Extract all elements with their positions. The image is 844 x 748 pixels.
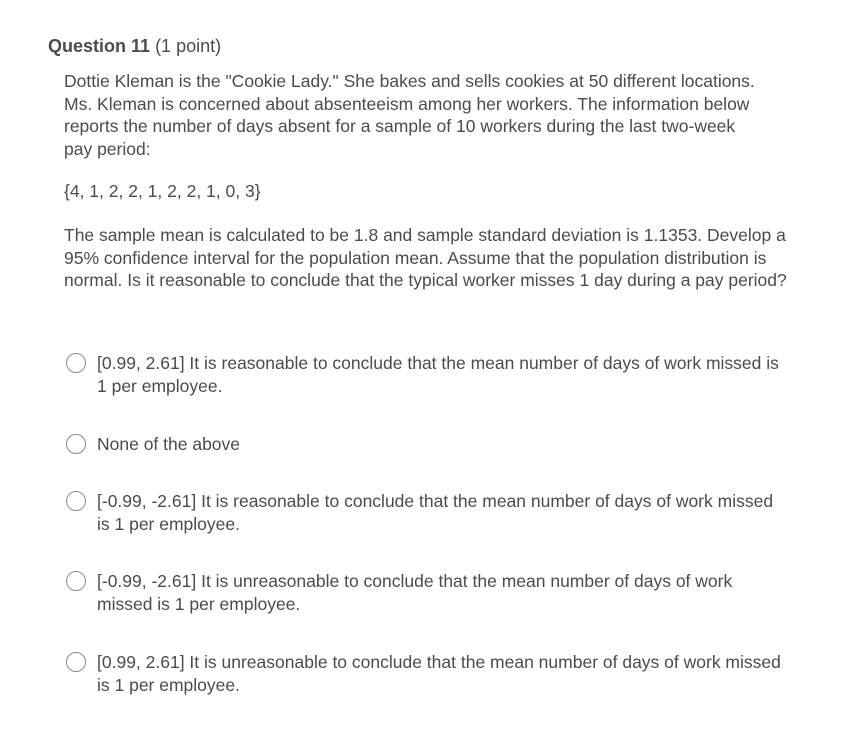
- radio-button-icon[interactable]: [66, 353, 86, 373]
- answer-option-label[interactable]: [0.99, 2.61] It is unreasonable to conclude that the mean number of days of work missed is 1 per employee.: [97, 652, 781, 695]
- question-points: (1 point): [155, 36, 222, 56]
- radio-button-icon[interactable]: [66, 491, 86, 511]
- question-title: Question 11: [48, 36, 151, 56]
- radio-button-icon[interactable]: [66, 571, 86, 591]
- radio-button-icon[interactable]: [66, 652, 86, 672]
- question-header: [48, 34, 221, 58]
- question-paragraph-intro: Dottie Kleman is the "Cookie Lady." She bakes and sells cookies at 50 different locations. Ms. Kleman is concerned about absenteeism among her workers. The information below reports the number of days absent for a sample of 10 workers during the last two-week pay period:: [64, 71, 755, 159]
- question-paragraph-prompt: The sample mean is calculated to be 1.8 and sample standard deviation is 1.1353. Develop a 95% confidence interval for the population mean. Assume that the population distribution is normal. Is it reasonable to conclude that the typical worker misses 1 day during a pay period?: [64, 225, 787, 290]
- answer-option-label[interactable]: [-0.99, -2.61] It is unreasonable to conclude that the mean number of days of work missed is 1 per employee.: [97, 571, 733, 614]
- radio-button-icon[interactable]: [66, 434, 86, 454]
- question-data-set: {4, 1, 2, 2, 1, 2, 2, 1, 0, 3}: [64, 181, 261, 201]
- answer-option-label[interactable]: [-0.99, -2.61] It is reasonable to conclude that the mean number of days of work missed is 1 per employee.: [97, 491, 774, 534]
- answer-option-label[interactable]: [0.99, 2.61] It is reasonable to conclude that the mean number of days of work missed is 1 per employee.: [97, 353, 779, 396]
- answer-option-label[interactable]: None of the above: [97, 434, 241, 454]
